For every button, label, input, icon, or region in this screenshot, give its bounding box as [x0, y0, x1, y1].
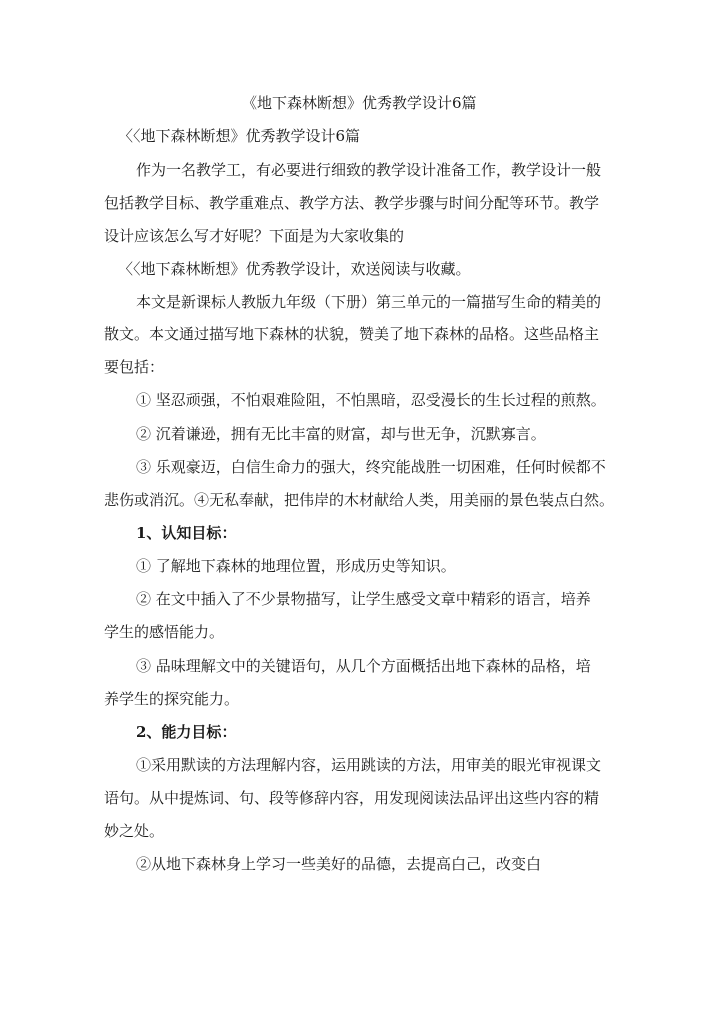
body-line: 设计应该怎么写才好呢？下面是为大家收集的 [104, 227, 405, 245]
body-line: 作为一名教学工，有必要进行细致的教学设计准备工作，教学设计一般 [136, 161, 602, 179]
body-line: 〈〈地下森林断想》优秀教学设计，欢送阅读与收藏。 [118, 260, 471, 278]
list-item-continuation: 语句。从中提炼词、句、段等修辞内容，用发现阅读法品评出这些内容的精 [104, 789, 600, 807]
document-title: 《地下森林断想》优秀教学设计6篇 [242, 94, 477, 112]
list-item-continuation: 妙之处。 [104, 822, 165, 840]
list-item: ② 沉着谦逊，拥有无比丰富的财富，却与世无争，沉默寡言。 [136, 425, 546, 443]
list-item: ③ 品味理解文中的关键语句，从几个方面概括出地下森林的品格，培 [136, 657, 591, 675]
list-item: ② 在文中插入了不少景物描写，让学生感受文章中精彩的语言，培养 [136, 590, 591, 608]
list-item: ②从地下森林身上学习一些美好的品德，去提高白己，改变白 [136, 855, 542, 873]
body-line: 本文是新课标人教版九年级（下册）第三单元的一篇描写生命的精美的 [136, 293, 602, 311]
list-item: ① 了解地下森林的地理位置，形成历史等知识。 [136, 557, 456, 575]
section-heading: 2、能力目标： [136, 723, 237, 741]
list-item-continuation: 学生的感悟能力。 [104, 623, 225, 641]
list-item: ①采用默读的方法理解内容，运用跳读的方法，用审美的眼光审视课文 [136, 756, 602, 774]
body-line: 散文。本文通过描写地下森林的状貌，赞美了地下森林的品格。这些品格主 [104, 325, 600, 343]
section-heading: 1、认知目标： [136, 524, 237, 542]
list-item: ③ 乐观豪迈，白信生命力的强大，终究能战胜一切困难，任何时候都不 [136, 458, 606, 476]
body-line: 包括教学目标、教学重难点、教学方法、教学步骤与时间分配等环节。教学 [104, 194, 600, 212]
list-item-continuation: 养学生的探究能力。 [104, 690, 240, 708]
body-line: 要包括： [104, 358, 165, 376]
subtitle-line: 〈〈地下森林断想》优秀教学设计6篇 [118, 127, 361, 145]
list-item-continuation: 悲伤或消沉。④无私奉献，把伟岸的木材献给人类，用美丽的景色装点白然。 [104, 491, 615, 509]
list-item: ① 坚忍顽强，不怕艰难险阻，不怕黑暗，忍受漫长的生长过程的煎熬。 [136, 391, 606, 409]
